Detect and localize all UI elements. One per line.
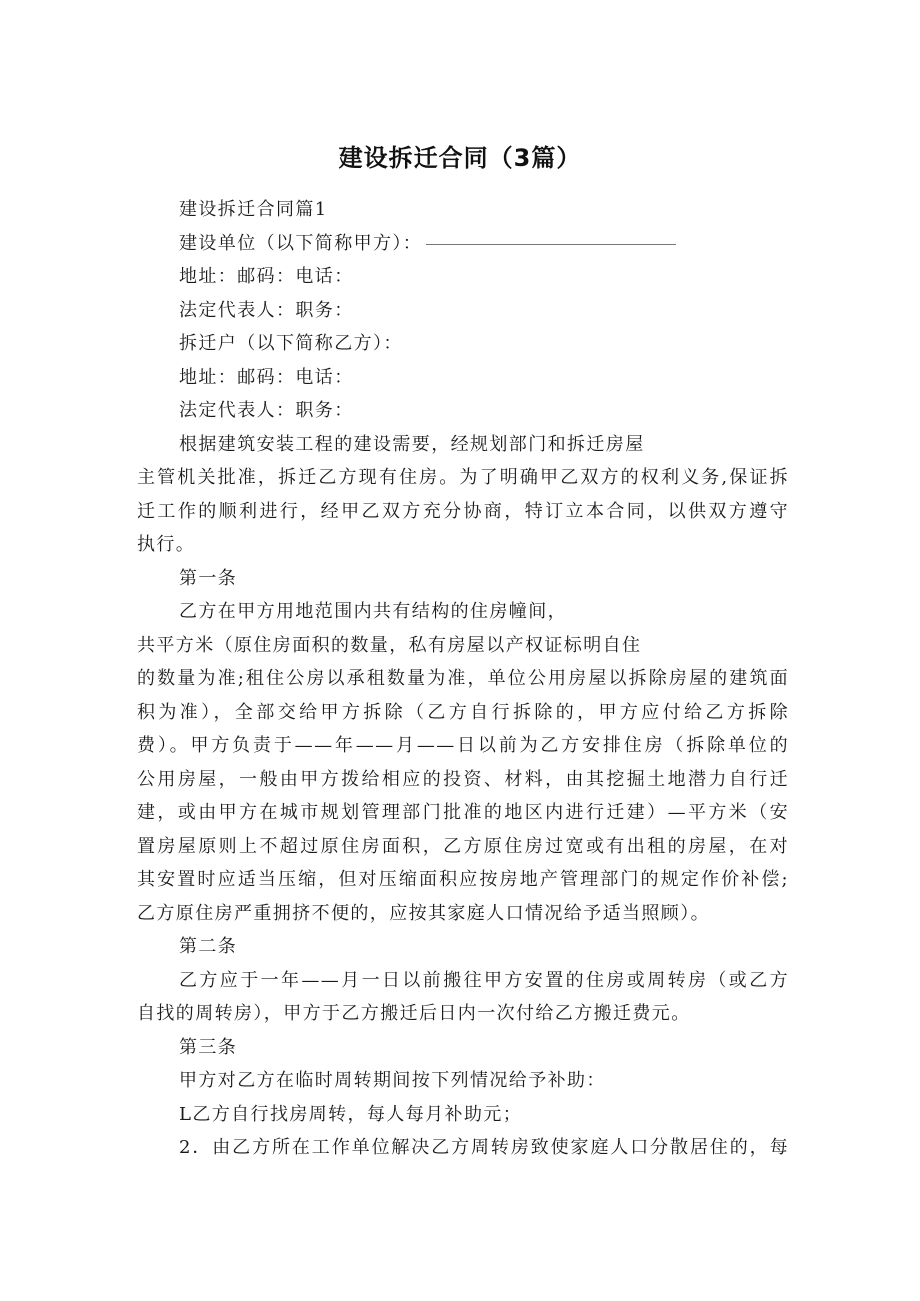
article-1-heading: 第一条 (179, 567, 238, 589)
document-title: 建设拆迁合同（3篇） (338, 144, 582, 173)
article-1-line: 其安置时应适当压缩，但对压缩面积应按房地产管理部门的规定作价补偿; (137, 869, 789, 890)
party-b-label: 拆迁户（以下简称乙方）： (179, 333, 403, 354)
article-3-heading: 第三条 (179, 1036, 238, 1058)
article-3-item-2: 2．由乙方所在工作单位解决乙方周转房致使家庭人口分散居住的，每 (179, 1137, 789, 1158)
party-a-line (137, 227, 789, 261)
article-2-line: 自找的周转房），甲方于乙方搬迁后日内一次付给乙方搬迁费元。 (137, 1003, 691, 1024)
article-3-line: 甲方对乙方在临时周转期间按下列情况给予补助： (179, 1070, 606, 1091)
section-heading: 建设拆迁合同篇1 (179, 199, 328, 220)
article-1-line: 乙方在甲方用地范围内共有结构的住房幢间， (179, 601, 567, 622)
party-a-blank (426, 243, 676, 245)
article-2-heading: 第二条 (179, 936, 238, 957)
preamble-line: 根据建筑安装工程的建设需要，经规划部门和拆迁房屋 (179, 433, 645, 455)
document-body (137, 193, 789, 1165)
article-3-item-1: L乙方自行找房周转，每人每月补助元； (179, 1103, 523, 1125)
article-1-line: 积为准），全部交给甲方拆除（乙方自行拆除的，甲方应付给乙方拆除 (137, 701, 789, 723)
party-a-representative: 法定代表人：职务： (179, 299, 354, 321)
article-1-line: 共平方米（原住房面积的数量，私有房屋以产权证标明自住 (137, 634, 642, 656)
party-a-address: 地址：邮码：电话： (179, 266, 354, 287)
article-1-line: 乙方原住房严重拥挤不便的，应按其家庭人口情况给予适当照顾）。 (137, 902, 710, 924)
party-b-representative: 法定代表人：职务： (179, 400, 354, 421)
article-1-line: 公用房屋，一般由甲方拨给相应的投资、材料，由其挖掘土地潜力自行迁 (137, 768, 789, 790)
article-1-line: 建，或由甲方在城市规划管理部门批准的地区内进行迁建）—平方米（安 (137, 802, 789, 823)
party-a-label: 建设单位（以下简称甲方）： (179, 232, 423, 254)
preamble-line: 迁工作的顺利进行，经甲乙双方充分协商，特订立本合同，以供双方遵守 (137, 500, 789, 522)
preamble-line: 主管机关批准，拆迁乙方现有住房。为了明确甲乙双方的权利义务,保证拆 (137, 467, 789, 488)
article-1-line: 置房屋原则上不超过原住房面积，乙方原住房过宽或有出租的房屋，在对 (137, 835, 789, 857)
article-2-line: 乙方应于一年——月一日以前搬往甲方安置的住房或周转房（或乙方 (179, 969, 789, 991)
article-1-line: 的数量为准;租住公房以承租数量为准，单位公用房屋以拆除房屋的建筑面 (137, 668, 789, 689)
party-b-address: 地址：邮码：电话： (179, 366, 354, 388)
preamble-line: 执行。 (137, 534, 196, 555)
article-1-line: 费）。甲方负责于——年——月——日以前为乙方安排住房（拆除单位的 (137, 735, 789, 756)
